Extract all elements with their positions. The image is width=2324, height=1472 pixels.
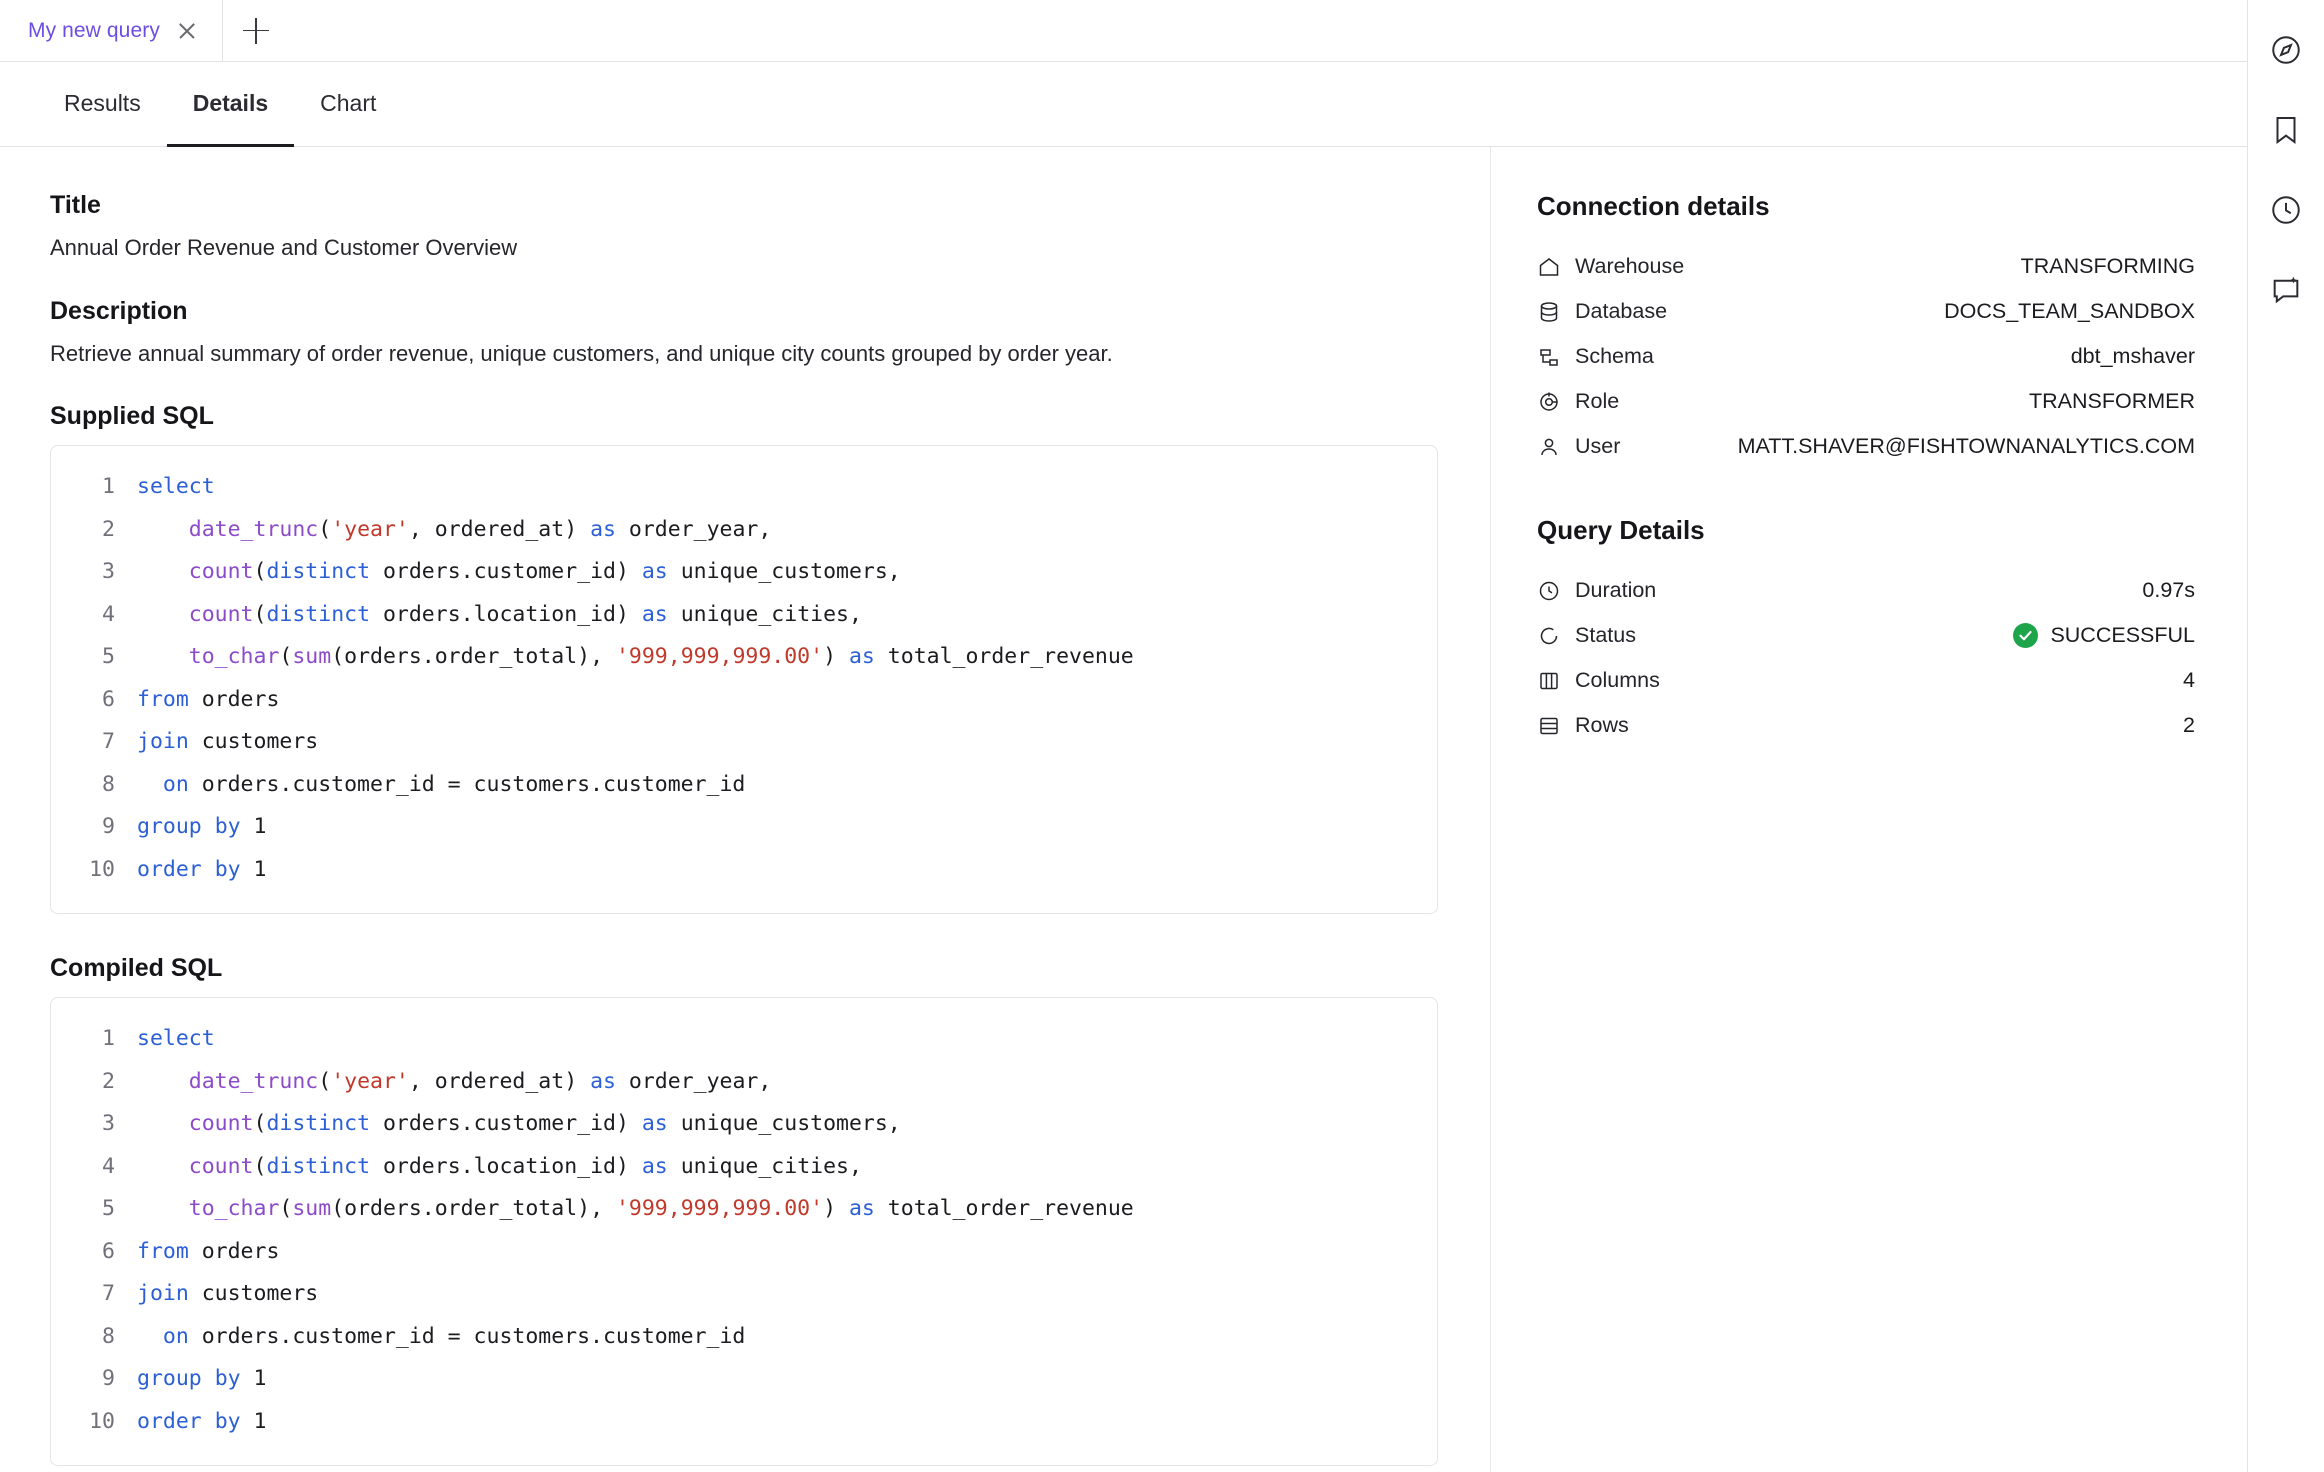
code-line: [51, 1231, 1437, 1274]
connection-value: TRANSFORMER: [2028, 389, 2195, 413]
clock-icon: [1537, 579, 1561, 603]
code-line: [51, 1018, 1437, 1061]
query-detail-label: Duration: [1575, 578, 1657, 602]
code-line: [51, 509, 1437, 552]
connection-row: [1537, 379, 2195, 424]
description-value: Retrieve annual summary of order revenue, unique customers, and unique city counts grouped by order year.: [50, 340, 1113, 366]
code-line-number: 8: [102, 771, 115, 797]
code-line-text: to_char(sum(orders.order_total), '999,999,999.00') as total_order_revenue: [188, 1196, 1134, 1222]
code-line-number: 10: [89, 1408, 115, 1434]
code-line-text: on orders.customer_id = customers.customer_id: [162, 771, 746, 797]
query-detail-label: Columns: [1575, 668, 1660, 692]
query-detail-row: [1537, 613, 2195, 658]
compass-icon[interactable]: [2258, 22, 2314, 78]
warehouse-icon: [1537, 255, 1561, 279]
query-detail-label: Rows: [1575, 713, 1629, 737]
query-tab[interactable]: [0, 0, 223, 61]
tab-results[interactable]: Results: [64, 90, 141, 116]
code-line: [51, 594, 1437, 637]
code-line-text: group by 1: [137, 814, 267, 840]
plus-icon: [243, 18, 269, 44]
columns-icon: [1537, 669, 1561, 693]
code-line-number: 4: [102, 601, 115, 627]
code-line-number: 9: [102, 814, 115, 840]
query-detail-value: 2: [2183, 713, 2195, 737]
connection-value: dbt_mshaver: [2070, 344, 2195, 368]
code-line: [51, 551, 1437, 594]
connection-value: MATT.SHAVER@FISHTOWNANALYTICS.COM: [1737, 434, 2195, 458]
code-line-number: 2: [102, 1068, 115, 1094]
code-line-text: date_trunc('year', ordered_at) as order_year,: [188, 1068, 772, 1094]
title-value: Annual Order Revenue and Customer Overview: [50, 235, 518, 260]
compiled-sql-code-block[interactable]: [50, 997, 1438, 1466]
database-icon: [1537, 300, 1561, 324]
connection-row: [1537, 334, 2195, 379]
code-line: [51, 849, 1437, 892]
query-tab-label: My new query: [28, 18, 160, 42]
code-line: [51, 1273, 1437, 1316]
description-heading: Description: [50, 296, 188, 325]
code-line-text: order by 1: [137, 1408, 267, 1434]
code-line-text: select: [137, 1026, 215, 1052]
code-line-number: 10: [89, 856, 115, 882]
code-line-text: count(distinct orders.customer_id) as unique_customers,: [188, 559, 901, 585]
code-line-text: from orders: [137, 686, 280, 712]
connection-value: TRANSFORMING: [2020, 254, 2195, 278]
role-icon: [1537, 390, 1561, 414]
details-right-pane: [1490, 147, 2247, 1472]
compiled-sql-heading: Compiled SQL: [50, 954, 223, 983]
schema-icon: [1537, 345, 1561, 369]
supplied-sql-code-block[interactable]: [50, 445, 1438, 914]
bookmark-icon[interactable]: [2258, 102, 2314, 158]
ai-chat-icon[interactable]: [2258, 262, 2314, 318]
details-left-pane: [0, 147, 1490, 1472]
check-icon: [2013, 623, 2038, 648]
connection-label: Schema: [1575, 344, 1654, 368]
query-detail-row: [1537, 568, 2195, 613]
code-line-text: date_trunc('year', ordered_at) as order_year,: [188, 516, 772, 542]
details-body: [0, 147, 2247, 1472]
new-tab-button[interactable]: [223, 0, 289, 61]
supplied-sql-heading: Supplied SQL: [50, 402, 214, 431]
code-line: [51, 1146, 1437, 1189]
code-line: [51, 1188, 1437, 1231]
close-icon[interactable]: [176, 20, 198, 42]
code-line-text: join customers: [137, 1281, 319, 1307]
query-detail-label: Status: [1575, 623, 1636, 647]
connection-label: Warehouse: [1575, 254, 1685, 278]
code-line-number: 1: [102, 1026, 115, 1052]
connection-label: Role: [1575, 389, 1620, 413]
connection-row: [1537, 289, 2195, 334]
code-line-text: select: [137, 474, 215, 500]
query-details-list: [1537, 568, 2195, 748]
connection-label: Database: [1575, 299, 1668, 323]
tab-chart[interactable]: Chart: [320, 90, 377, 116]
code-line-text: group by 1: [137, 1366, 267, 1392]
connection-row: [1537, 244, 2195, 289]
code-line: [51, 764, 1437, 807]
code-line-number: 1: [102, 474, 115, 500]
code-line: [51, 1358, 1437, 1401]
code-line: [51, 1061, 1437, 1104]
code-line-number: 6: [102, 1238, 115, 1264]
code-line-number: 9: [102, 1366, 115, 1392]
code-line: [51, 679, 1437, 722]
code-line-number: 8: [102, 1323, 115, 1349]
connection-row: [1537, 424, 2195, 469]
title-heading: Title: [50, 191, 101, 219]
code-line-text: count(distinct orders.location_id) as unique_cities,: [188, 601, 862, 627]
code-line-number: 6: [102, 686, 115, 712]
code-line-text: order by 1: [137, 856, 267, 882]
code-line-text: from orders: [137, 1238, 280, 1264]
code-line-number: 5: [102, 1196, 115, 1222]
status-text: SUCCESSFUL: [2050, 623, 2195, 647]
status-icon: [1537, 624, 1561, 648]
code-line-number: 5: [102, 644, 115, 670]
code-line: [51, 1316, 1437, 1359]
query-detail-row: [1537, 703, 2195, 748]
code-line-number: 7: [102, 729, 115, 755]
query-tab-bar: [0, 0, 2247, 62]
code-line: [51, 1401, 1437, 1444]
query-detail-value: 4: [2183, 668, 2195, 692]
code-line: [51, 721, 1437, 764]
connection-details-list: [1537, 244, 2195, 469]
code-line-text: join customers: [137, 729, 319, 755]
query-detail-value: 0.97s: [2142, 578, 2195, 602]
user-icon: [1537, 435, 1561, 459]
code-line-text: count(distinct orders.location_id) as unique_cities,: [188, 1153, 862, 1179]
connection-details-heading: Connection details: [1537, 191, 1770, 221]
code-line-text: count(distinct orders.customer_id) as unique_customers,: [188, 1111, 901, 1137]
code-line: [51, 1103, 1437, 1146]
code-line-number: 3: [102, 1111, 115, 1137]
code-line-number: 4: [102, 1153, 115, 1179]
connection-value: DOCS_TEAM_SANDBOX: [1944, 299, 2195, 323]
code-line: [51, 466, 1437, 509]
status-badge: [2013, 623, 2195, 648]
tab-details[interactable]: Details: [167, 63, 294, 147]
query-details-heading: Query Details: [1537, 515, 1705, 545]
section-tab-bar: [0, 62, 2247, 147]
connection-label: User: [1575, 434, 1621, 458]
code-line: [51, 806, 1437, 849]
code-line-text: on orders.customer_id = customers.customer_id: [162, 1323, 746, 1349]
query-detail-row: [1537, 658, 2195, 703]
right-rail: [2248, 0, 2324, 1472]
code-line-number: 2: [102, 516, 115, 542]
code-line: [51, 636, 1437, 679]
code-line-number: 3: [102, 559, 115, 585]
code-line-number: 7: [102, 1281, 115, 1307]
rows-icon: [1537, 714, 1561, 738]
history-icon[interactable]: [2258, 182, 2314, 238]
code-line-text: to_char(sum(orders.order_total), '999,999,999.00') as total_order_revenue: [188, 644, 1134, 670]
